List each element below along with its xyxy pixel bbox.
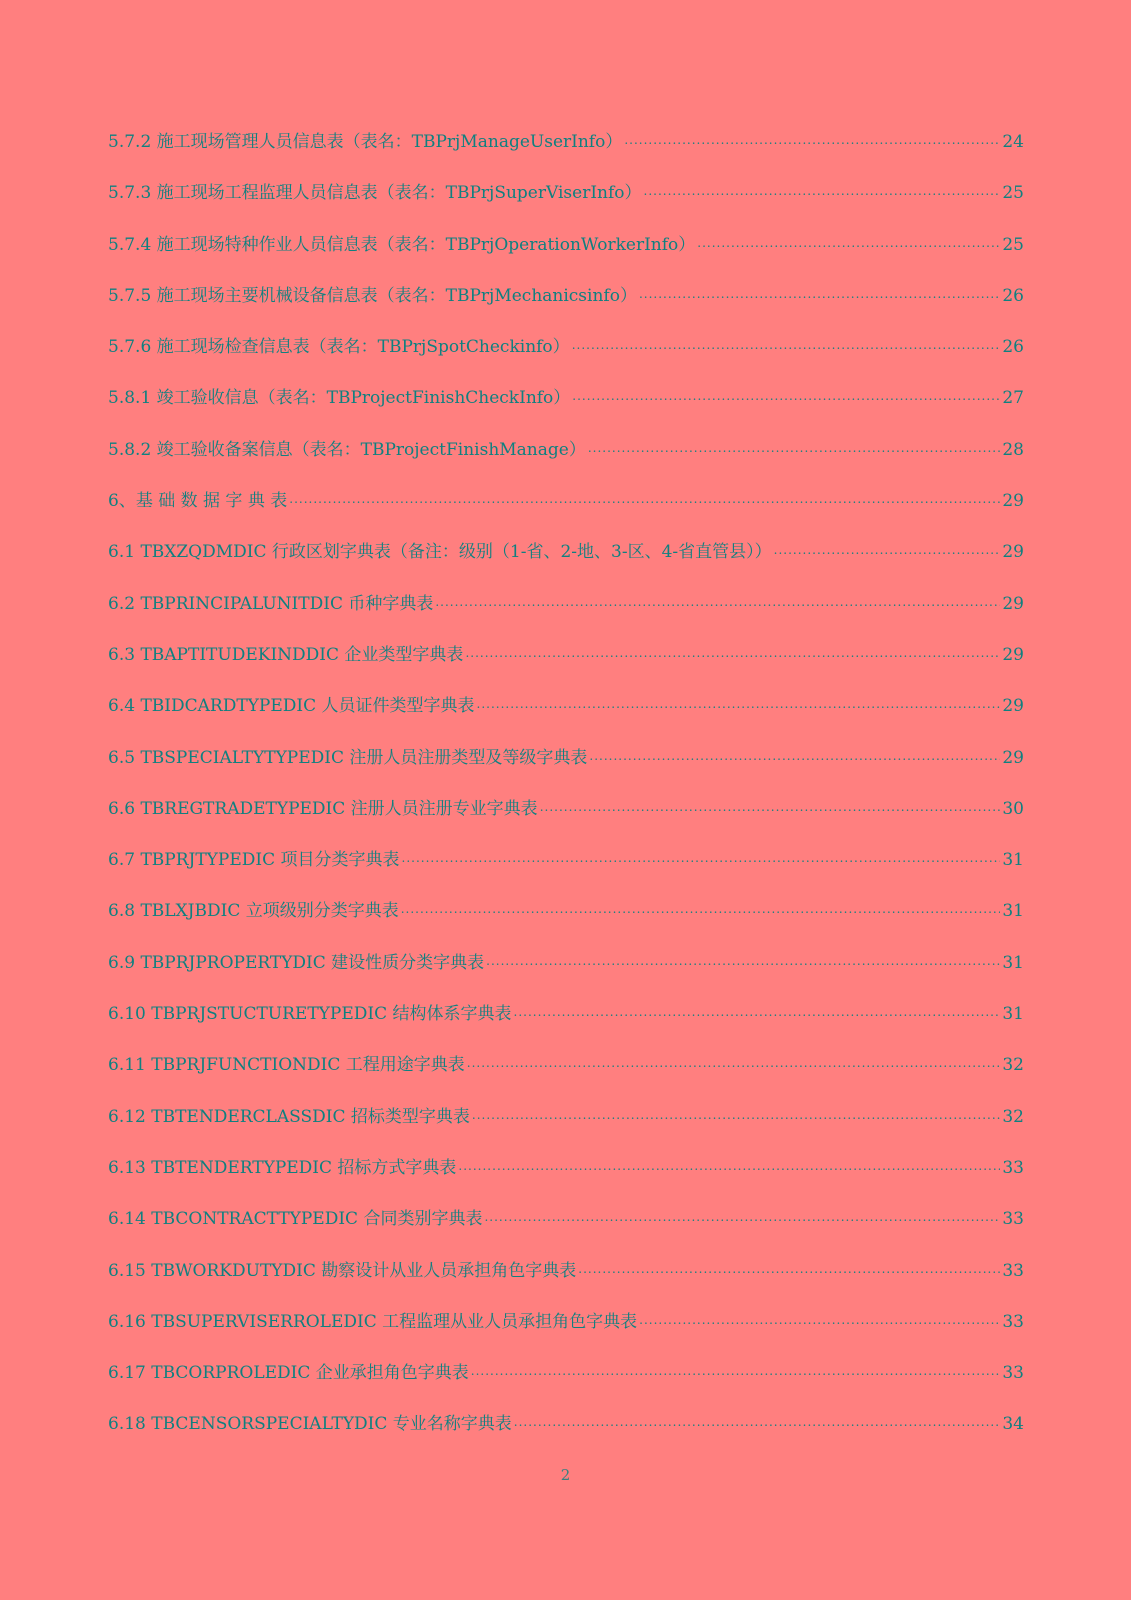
toc-leader-dots (644, 181, 1001, 198)
toc-leader-dots (472, 1105, 1000, 1122)
toc-entry-page: 33 (1002, 1157, 1024, 1178)
toc-entry[interactable] (108, 1204, 1024, 1255)
toc-entry[interactable] (108, 999, 1024, 1050)
toc-entry-page: 29 (1002, 644, 1024, 665)
toc-entry-page: 27 (1002, 388, 1024, 409)
toc-leader-dots (401, 899, 1001, 916)
toc-entry-title: 6.4 TBIDCARDTYPEDIC 人员证件类型字典表 (108, 696, 475, 717)
toc-entry-page: 33 (1002, 1311, 1024, 1332)
toc-leader-dots (624, 130, 1000, 147)
table-of-contents (108, 127, 1024, 1461)
toc-leader-dots (471, 1361, 1001, 1378)
toc-entry-title: 5.7.5 施工现场主要机械设备信息表（表名：TBPrjMechanicsinfo） (108, 285, 637, 306)
toc-entry-title: 6.12 TBTENDERCLASSDIC 招标类型字典表 (108, 1106, 470, 1127)
toc-entry-title: 6.10 TBPRJSTUCTURETYPEDIC 结构体系字典表 (108, 1004, 512, 1025)
page-number: 2 (560, 1466, 571, 1484)
toc-entry[interactable] (108, 127, 1024, 178)
toc-entry[interactable] (108, 178, 1024, 229)
toc-entry-title: 6.3 TBAPTITUDEKINDDIC 企业类型字典表 (108, 644, 464, 665)
toc-entry-title: 6.6 TBREGTRADETYPEDIC 注册人员注册专业字典表 (108, 798, 538, 819)
toc-entry-page: 33 (1002, 1363, 1024, 1384)
toc-leader-dots (465, 643, 1000, 660)
toc-leader-dots (697, 233, 1000, 250)
toc-entry-title: 6.17 TBCORPROLEDIC 企业承担角色字典表 (108, 1363, 469, 1384)
toc-entry-page: 25 (1002, 234, 1024, 255)
toc-entry-title: 6.11 TBPRJFUNCTIONDIC 工程用途字典表 (108, 1055, 465, 1076)
toc-entry-title: 5.7.3 施工现场工程监理人员信息表（表名：TBPrjSuperViserInfo） (108, 183, 642, 204)
toc-entry-page: 29 (1002, 491, 1024, 512)
toc-leader-dots (402, 848, 1001, 865)
toc-entry-page: 26 (1002, 337, 1024, 358)
toc-entry-page: 31 (1002, 901, 1024, 922)
toc-entry[interactable] (108, 1050, 1024, 1101)
toc-leader-dots (540, 797, 1001, 814)
toc-leader-dots (514, 1412, 1001, 1429)
toc-entry-title: 6.14 TBCONTRACTTYPEDIC 合同类别字典表 (108, 1209, 483, 1230)
toc-entry-title: 6、基 础 数 据 字 典 表 (108, 491, 288, 512)
toc-entry-title: 6.7 TBPRJTYPEDIC 项目分类字典表 (108, 850, 400, 871)
toc-entry-page: 29 (1002, 696, 1024, 717)
toc-entry[interactable] (108, 281, 1024, 332)
toc-entry-title: 5.7.2 施工现场管理人员信息表（表名：TBPrjManageUserInfo） (108, 132, 623, 152)
toc-entry[interactable] (108, 1102, 1024, 1153)
toc-entry[interactable] (108, 794, 1024, 845)
toc-leader-dots (572, 386, 1000, 403)
toc-entry[interactable] (108, 691, 1024, 742)
toc-entry-page: 33 (1002, 1260, 1024, 1281)
toc-leader-dots (477, 694, 1001, 711)
toc-leader-dots (289, 489, 1000, 506)
toc-entry-page: 33 (1002, 1209, 1024, 1230)
toc-entry[interactable] (108, 743, 1024, 794)
toc-entry-page: 25 (1002, 183, 1024, 204)
toc-entry-page: 29 (1002, 593, 1024, 614)
toc-leader-dots (514, 1002, 1001, 1019)
toc-entry-page: 34 (1002, 1414, 1024, 1435)
toc-entry-title: 6.15 TBWORKDUTYDIC 勘察设计从业人员承担角色字典表 (108, 1260, 577, 1281)
toc-entry-page: 30 (1002, 798, 1024, 819)
toc-entry[interactable] (108, 1153, 1024, 1204)
toc-entry-title: 6.18 TBCENSORSPECIALTYDIC 专业名称字典表 (108, 1414, 512, 1435)
toc-entry-page: 29 (1002, 747, 1024, 768)
toc-entry-title: 6.5 TBSPECIALTYTYPEDIC 注册人员注册类型及等级字典表 (108, 747, 588, 768)
toc-entry[interactable] (108, 1358, 1024, 1409)
toc-entry-page: 32 (1002, 1055, 1024, 1076)
toc-leader-dots (578, 1259, 1000, 1276)
toc-entry-title: 5.7.6 施工现场检查信息表（表名：TBPrjSpotCheckinfo） (108, 337, 570, 358)
toc-entry[interactable] (108, 896, 1024, 947)
toc-entry-page: 29 (1002, 542, 1024, 563)
toc-entry-title: 6.13 TBTENDERTYPEDIC 招标方式字典表 (108, 1157, 457, 1178)
toc-leader-dots (484, 1207, 1000, 1224)
toc-entry-title: 6.16 TBSUPERVISERROLEDIC 工程监理从业人员承担角色字典表 (108, 1311, 638, 1332)
toc-entry-title: 6.9 TBPRJPROPERTYDIC 建设性质分类字典表 (108, 952, 485, 973)
toc-entry[interactable] (108, 640, 1024, 691)
toc-entry[interactable] (108, 1307, 1024, 1358)
toc-entry-page: 32 (1002, 1106, 1024, 1127)
toc-entry[interactable] (108, 845, 1024, 896)
toc-entry[interactable] (108, 383, 1024, 434)
toc-leader-dots (467, 1053, 1001, 1070)
toc-leader-dots (639, 1310, 1000, 1327)
toc-leader-dots (458, 1156, 1000, 1173)
toc-entry[interactable] (108, 332, 1024, 383)
toc-entry-page: 31 (1002, 850, 1024, 871)
toc-entry-page: 24 (1002, 132, 1024, 152)
toc-entry[interactable] (108, 435, 1024, 486)
toc-entry-page: 26 (1002, 285, 1024, 306)
toc-leader-dots (589, 746, 1000, 763)
toc-entry[interactable] (108, 486, 1024, 537)
toc-entry-page: 28 (1002, 439, 1024, 460)
toc-entry[interactable] (108, 537, 1024, 588)
toc-leader-dots (486, 951, 1000, 968)
toc-entry[interactable] (108, 230, 1024, 281)
toc-entry-title: 5.8.1 竣工验收信息（表名：TBProjectFinishCheckInfo） (108, 388, 571, 409)
toc-entry-title: 6.1 TBXZQDMDIC 行政区划字典表（备注：级别（1-省、2-地、3-区、4-省直管县）） (108, 542, 772, 563)
toc-leader-dots (639, 284, 1000, 301)
toc-leader-dots (774, 540, 1001, 557)
toc-entry-page: 31 (1002, 952, 1024, 973)
toc-entry-title: 5.7.4 施工现场特种作业人员信息表（表名：TBPrjOperationWorkerInfo） (108, 234, 696, 255)
toc-entry-page: 31 (1002, 1004, 1024, 1025)
toc-entry-title: 6.8 TBLXJBDIC 立项级别分类字典表 (108, 901, 399, 922)
toc-leader-dots (435, 592, 1000, 609)
toc-entry-title: 6.2 TBPRINCIPALUNITDIC 币种字典表 (108, 593, 434, 614)
toc-leader-dots (588, 438, 1001, 455)
toc-entry-title: 5.8.2 竣工验收备案信息（表名：TBProjectFinishManage） (108, 439, 586, 460)
toc-entry[interactable] (108, 1256, 1024, 1307)
toc-leader-dots (572, 335, 1001, 352)
toc-entry[interactable] (108, 948, 1024, 999)
toc-entry[interactable] (108, 1409, 1024, 1460)
toc-entry[interactable] (108, 589, 1024, 640)
